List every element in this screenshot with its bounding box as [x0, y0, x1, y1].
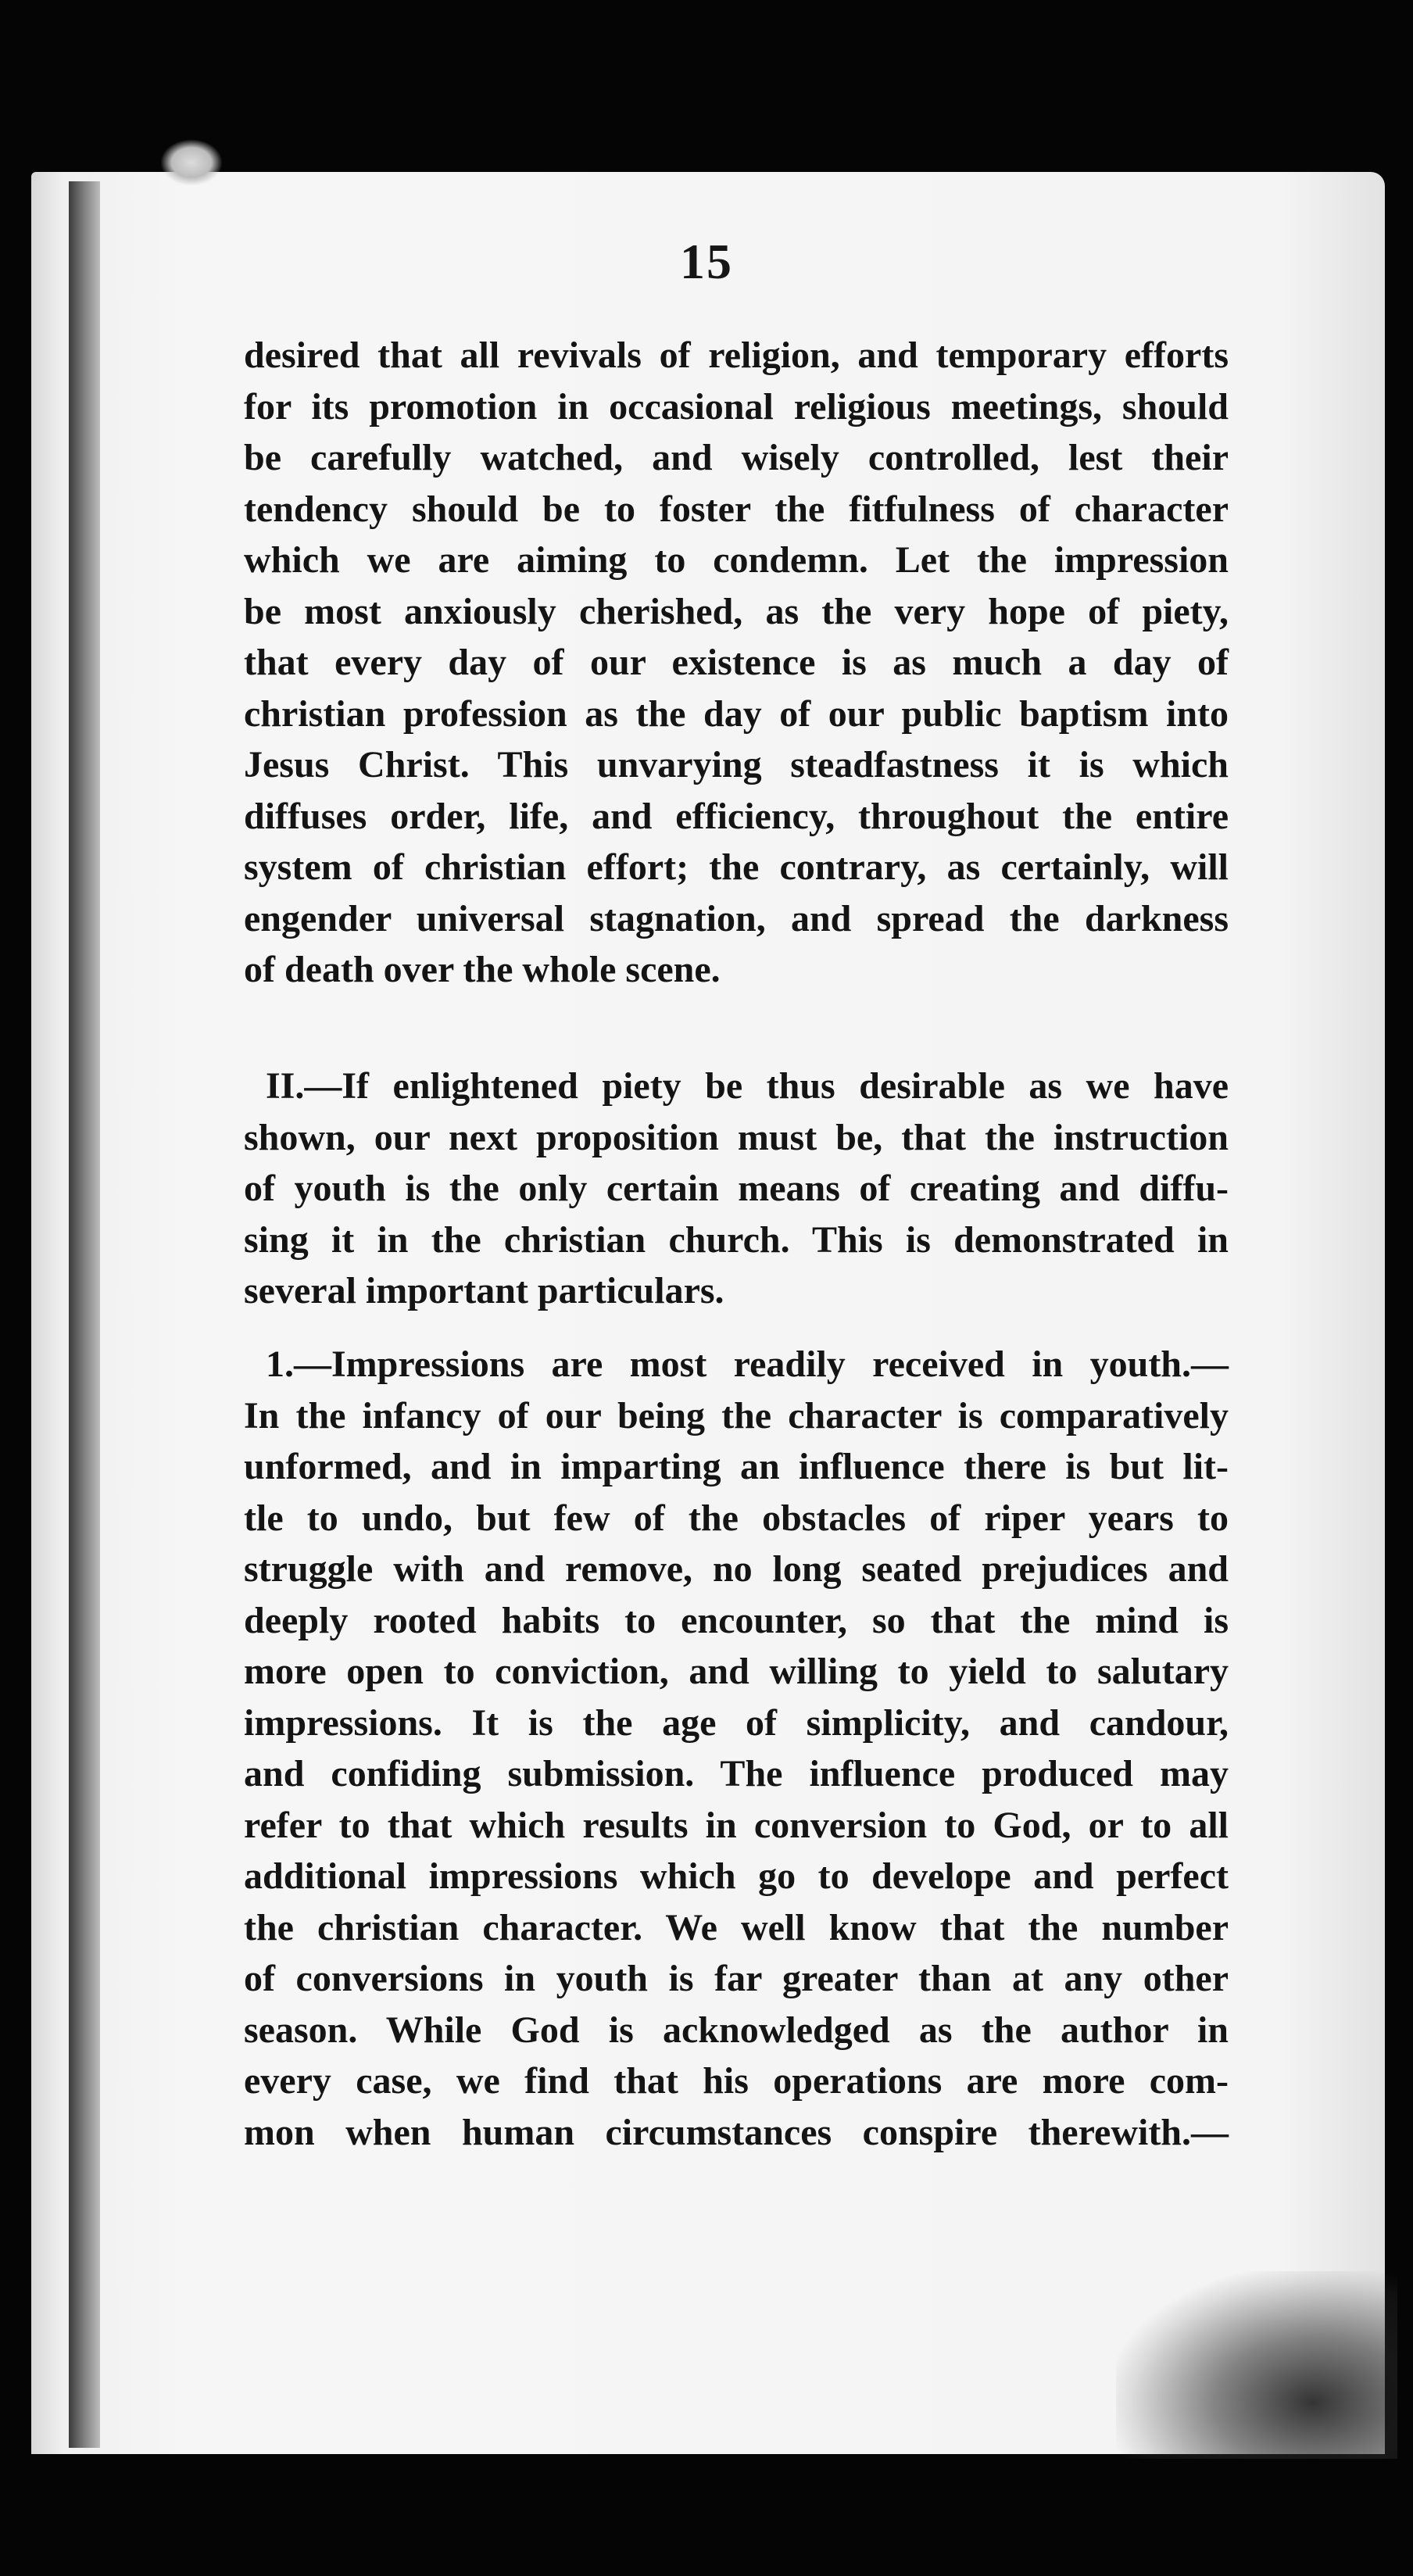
text-line: more open to conviction, and willing to yield to salutary	[244, 1651, 1229, 1692]
text-line: system of christian effort; the contrary, as certainly, will	[244, 846, 1229, 888]
text-line: sing it in the christian church. This is demonstrated in	[244, 1218, 1229, 1261]
text-line: every case, we find that his operations are more com-	[244, 2060, 1229, 2102]
text-line: desired that all revivals of religion, and temporary efforts	[244, 335, 1229, 376]
text-line: impressions. It is the age of simplicity, and candour,	[244, 1701, 1229, 1744]
text-line: season. While God is acknowledged as the author in	[244, 2009, 1229, 2051]
text-line: of death over the whole scene.	[244, 949, 721, 990]
text-line: struggle with and remove, no long seated prejudices and	[244, 1548, 1229, 1590]
text-line: refer to that which results in conversion to God, or to all	[244, 1804, 1229, 1846]
corner-stain	[1116, 2271, 1397, 2459]
text-line: of conversions in youth is far greater than at any other	[244, 1958, 1229, 1999]
text-line: tendency should be to foster the fitfulness of character	[244, 488, 1229, 530]
text-line: which we are aiming to condemn. Let the impression	[244, 539, 1229, 581]
text-line: that every day of our existence is as much a day of	[244, 642, 1229, 683]
text-line: for its promotion in occasional religious meetings, should	[244, 385, 1229, 428]
text-line: and confiding submission. The influence produced may	[244, 1753, 1229, 1794]
paragraph-section-ii	[244, 1061, 1229, 1317]
paper-tear	[160, 139, 223, 186]
text-line: be most anxiously cherished, as the very hope of piety,	[244, 590, 1229, 632]
text-line: mon when human circumstances conspire therewith.—	[244, 2111, 1229, 2153]
text-line: of youth is the only certain means of creating and diffu-	[244, 1168, 1229, 1209]
binding-gutter	[69, 181, 100, 2448]
text-line: additional impressions which go to develope and perfect	[244, 1855, 1229, 1897]
paragraph-point-1	[244, 1339, 1229, 2158]
text-line: II.—If enlightened piety be thus desirable as we have	[266, 1065, 1229, 1107]
text-line: shown, our next proposition must be, that the instruction	[244, 1116, 1229, 1158]
paragraph-continuation	[244, 330, 1229, 996]
text-line: In the infancy of our being the character is comparatively	[244, 1394, 1229, 1436]
text-line: be carefully watched, and wisely controlled, lest their	[244, 437, 1229, 478]
text-line: several important particulars.	[244, 1270, 724, 1311]
text-line: Jesus Christ. This unvarying steadfastness it is which	[244, 744, 1229, 785]
text-line: unformed, and in imparting an influence there is but lit-	[244, 1446, 1229, 1487]
text-line: tle to undo, but few of the obstacles of riper years to	[244, 1497, 1229, 1539]
page-number: 15	[680, 234, 733, 289]
text-line: 1.—Impressions are most readily received in youth.—	[266, 1343, 1229, 1385]
text-line: the christian character. We well know that the number	[244, 1906, 1229, 1948]
text-line: deeply rooted habits to encounter, so that the mind is	[244, 1599, 1229, 1641]
text-line: diffuses order, life, and efficiency, throughout the entire	[244, 795, 1229, 837]
text-line: christian profession as the day of our public baptism into	[244, 692, 1229, 735]
text-line: engender universal stagnation, and spread the darkness	[244, 897, 1229, 939]
